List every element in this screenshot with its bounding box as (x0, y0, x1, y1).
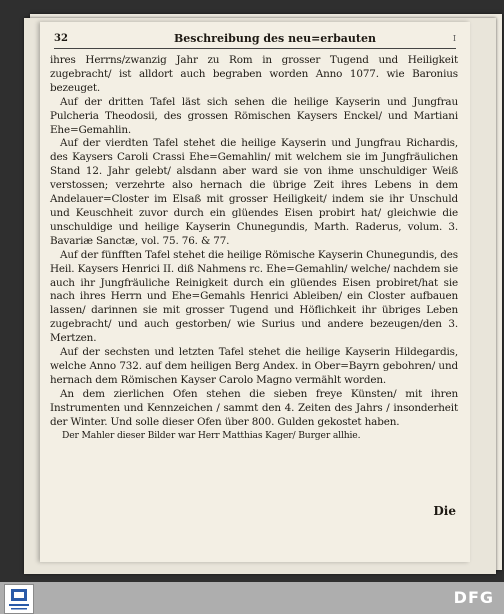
paragraph: An dem zierlichen Ofen stehen die sieben freye Künsten/ mit ihren Instrumenten und Kennzeichen / sammt den 4. Zeiten des Jahrs / insonderheit der Winter. Und solle dieser Ofen über 800. Gulden gekostet haben. (50, 387, 458, 428)
running-head: Beschreibung des neu=erbauten (174, 32, 376, 45)
paragraph: Auf der sechsten und letzten Tafel stehet die heilige Kayserin Hildegardis, welche Anno 732. auf dem heiligen Berg Andex. in Ober=Bayrn gebohren/ und hernach dem Römischen Kayser Carolo Magno vermählt worden. (50, 346, 458, 386)
dfg-logo[interactable]: DFG (453, 588, 494, 607)
paragraph: Auf der fünfften Tafel stehet die heilige Römische Kayserin Chunegundis, des Heil. Kaysers Henrici II. diß Nahmens rc. Ehe=Gemahlin/ welche/ nachdem sie auch ihr Jungfräuliche Reinigkeit durch ein glüendes Eisen probiret/hat sie nach ihres Herrn und Ehe=Gemahls Henrici Ableiben/ ein Closter aufbauen lassen/ darinnen sie mit grosser Tugend und Höflichkeit ihr übriges Leben zugebracht/ und auch gestorben/ wie Surius und andere bezeugen/den 3. Mertzen. (50, 248, 458, 345)
book-page (40, 22, 470, 562)
folio-mark: I (452, 34, 456, 43)
paragraph: ihres Herrns/zwanzig Jahr zu Rom in grosser Tugend und Heiligkeit zugebracht/ ist alldort auch begraben worden Anno 1077. wie Baronius bezeuget. (50, 54, 458, 94)
paragraph: Auf der dritten Tafel läst sich sehen die heilige Kayserin und Jungfrau Pulcheria Theodosii, des grossen Römischen Kaysers Enckel/ und Martiani Ehe=Gemahlin. (50, 95, 458, 136)
page-header (54, 32, 456, 49)
viewer-bottom-bar (0, 582, 504, 614)
paragraph: Auf der vierdten Tafel stehet die heilige Kayserin und Jungfrau Richardis, des Kaysers Caroli Crassi Ehe=Gemahlin/ mit welchem sie im Jungfräulichen Stand 12. Jahr gelebt/ alsdann aber ward sie von ihme unschuldiger Weiß verstossen; verzehrte also hernach die übrige Zeit ihres Lebens in dem Andelauer=Closter im Elsaß mit grosser Heiligkeit/ indem sie ihr Unschuld und Keuschheit zuvor durch ein glüendes Eisen probirt hat/ gleichwie die unschuldige und heilige Kayserin Chunegundis, Marth. Raderus, volum. 3. Bavariæ Sanctæ, vol. 75. 76. & 77. (50, 137, 458, 247)
page-number: 32 (54, 33, 68, 44)
library-logo-icon[interactable] (4, 584, 34, 614)
footer-line: Der Mahler dieser Bilder war Herr Matthias Kager/ Burger allhie. (62, 430, 361, 442)
catchword: Die (433, 504, 456, 518)
body-text (50, 54, 458, 442)
